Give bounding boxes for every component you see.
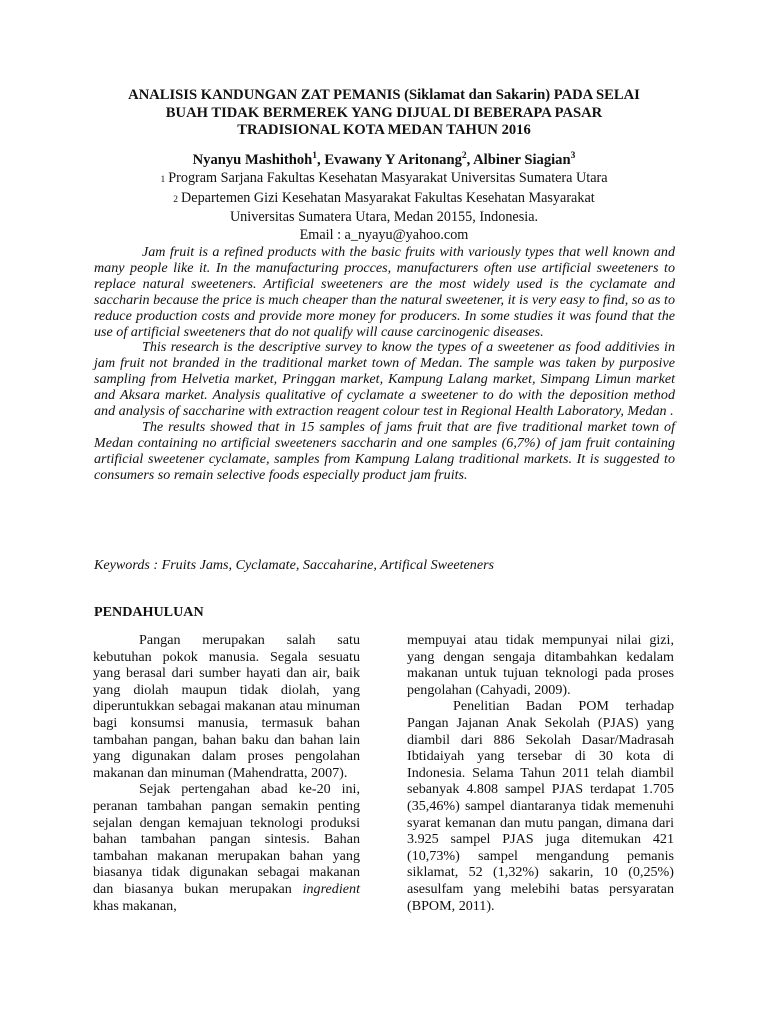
affiliation-2: [60, 190, 708, 210]
paper-title: [60, 87, 708, 140]
keywords: Keywords : Fruits Jams, Cyclamate, Saccaharine, Artifical Sweeteners: [94, 557, 495, 573]
title-line: BUAH TIDAK BERMEREK YANG DIJUAL DI BEBERAPA PASAR: [165, 104, 603, 121]
abstract-paragraph: The results showed that in 15 samples of jams fruit that are five traditional market town of Medan containing no artificial sweeteners saccharin and one samples (6,7%) of jam fruit containing artificial sweetener cyclamate, samples from Kampung Lalang traditional markets. It is suggested to consumers so remain selective foods especially product jam fruits.: [94, 418, 675, 483]
author-email: Email : a_nyayu@yahoo.com: [299, 226, 469, 243]
affiliation-mark: 2: [173, 194, 179, 205]
body-text: Sejak pertengahan abad ke-20 ini, peranan tambahan pangan semakin penting sejalan dengan kemajuan teknologi produksi bahan tambahan pangan sintesis. Bahan tambahan makanan merupakan bahan yang biasanya tidak digunakan sebagai makanan dan biasanya bukan merupakan: [93, 781, 360, 897]
affiliation-address: Universitas Sumatera Utara, Medan 20155, Indonesia.: [229, 209, 539, 226]
affiliations: [60, 170, 708, 244]
title-line: ANALISIS KANDUNGAN ZAT PEMANIS (Siklamat dan Sakarin) PADA SELAI: [128, 87, 640, 103]
abstract-paragraph: Jam fruit is a refined products with the basic fruits with variously types that well known and many people like it. In the manufacturing procces, manufacturers often use artificial sweeteners to replace natural sweeteners. Artificial sweeteners are the most widely used is the cyclamate and saccharin because the price is much cheaper than the natural sweetener, it is very easy to find, so as to reduce production costs and provide more money for producers. In some studies it was found that the use of artificial sweeteners that do not qualify will cause carcinogenic diseases.: [94, 244, 675, 340]
author-name: Nyanyu Mashithoh: [192, 152, 313, 168]
author-name: Evawany Y Aritonang: [324, 152, 462, 168]
body-paragraph: Pangan merupakan salah satu kebutuhan pokok manusia. Segala sesuatu yang berasal dari sumber hayati dan air, baik yang diolah maupun tidak diolah, yang diperuntukkan sebagai makanan atau minuman bagi konsumsi manusia, termasuk bahan tambahan pangan, bahan baku dan bahan lain yang digunakan dalam proses pengolahan makanan dan minuman (Mahendratta, 2007).: [93, 632, 360, 781]
title-line: TRADISIONAL KOTA MEDAN TAHUN 2016: [237, 122, 531, 138]
italic-term: ingredient: [302, 880, 360, 897]
affiliation-text: Departemen Gizi Kesehatan Masyarakat Fakultas Kesehatan Masyarakat: [181, 189, 595, 206]
body-column-left: [93, 632, 360, 914]
body-paragraph: Penelitian Badan POM terhadap Pangan Jajanan Anak Sekolah (PJAS) yang diambil dari 886 Sekolah Dasar/Madrasah Ibtidaiyah yang tersebar di 30 kota di Indonesia. Selama Tahun 2011 telah diambil sebanyak 4.808 sampel PJAS terdapat 1.705 (35,46%) sampel diantaranya tidak memenuhi syarat kemanan dan mutu pangan, dimana dari 3.925 sampel PJAS juga ditemukan 421 (10,73%) sampel mengandung pemanis siklamat, 52 (1,32%) sakarin, 10 (0,25%) asesulfam yang melebihi batas persyaratan (BPOM, 2011).: [407, 698, 674, 914]
author-mark: 2: [461, 151, 467, 161]
body-text: khas makanan,: [93, 897, 177, 914]
author-name: Albiner Siagian: [473, 152, 571, 168]
section-heading: PENDAHULUAN: [94, 604, 204, 620]
author-mark: 1: [312, 151, 318, 161]
author-list: Nyanyu Mashithoh$^1$, Evawany Y Aritonang$^2$, Albiner Siagian$^3$: [192, 151, 576, 168]
affiliation-1: [60, 170, 708, 190]
affiliation-text: Program Sarjana Fakultas Kesehatan Masyarakat Universitas Sumatera Utara: [168, 170, 608, 186]
body-paragraph: mempuyai atau tidak mempunyai nilai gizi, yang dengan sengaja ditambahkan kedalam makanan untuk tujuan teknologi pada proses pengolahan (Cahyadi, 2009).: [407, 632, 674, 698]
affiliation-mark: 1: [160, 175, 166, 185]
abstract: [94, 245, 675, 484]
body-column-right: [407, 632, 674, 914]
author-mark: 3: [570, 151, 576, 161]
abstract-paragraph: This research is the descriptive survey to know the types of a sweetener as food additivies in jam fruit not branded in the traditional market town of Medan. The sample was taken by purposive sampling from Helvetia market, Pringgan market, Kampung Lalang market, Simpang Limun market and Aksara market. Analysis qualitative of cyclamate a sweetener to do with the deposition method and analysis of saccharine with extraction reagent colour test in Regional Health Laboratory, Medan .: [94, 339, 675, 420]
body-paragraph: [93, 781, 360, 914]
